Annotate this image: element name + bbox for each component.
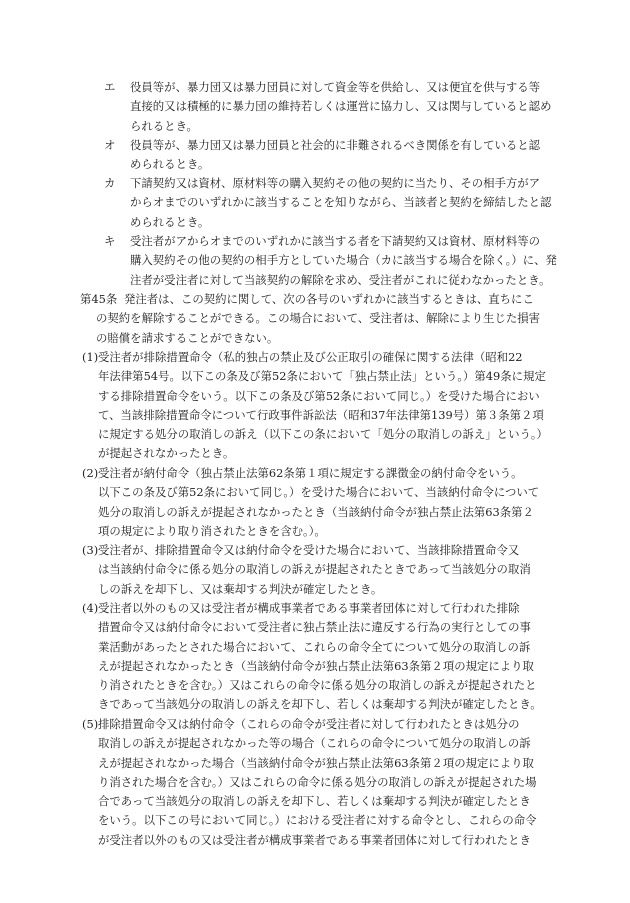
text-line: 業活動があったとされた場合において、これらの命令全てについて処分の取消しの訴	[98, 639, 531, 654]
text-line: は当該納付命令に係る処分の取消しの訴えが提起されたときであって当該処分の取消	[98, 562, 531, 577]
article-number: 第45条	[80, 292, 118, 306]
item-4	[0, 599, 542, 715]
text-line: て、当該排除措置命令について行政事件訴訟法（昭和37年法律第139号）第３条第２項	[98, 407, 544, 422]
item-1	[0, 348, 548, 464]
text-line: 年法律第54号。以下この条及び第52条において「独占禁止法」という。）第49条に規定	[98, 369, 546, 384]
text-line: 受注者が、排除措置命令又は納付命令を受けた場合において、当該排除措置命令又	[98, 543, 520, 557]
text-line: の契約を解除することができる。この場合において、受注者は、解除により生じた損害	[96, 311, 541, 326]
text-line: をいう。以下この号において同じ。）における受注者に対する命令とし、これらの命令	[98, 813, 537, 828]
text-line: が提起されなかったとき。	[98, 446, 235, 461]
text-line: 購入契約その他の契約の相手方としていた場合（カに該当する場合を除く。）に、発	[130, 253, 557, 268]
text-line: り消された場合を含む。）又はこれらの命令に係る処分の取消しの訴えが提起された場	[98, 774, 537, 789]
item-number: (5)	[82, 717, 99, 731]
item-number: (3)	[82, 543, 99, 557]
text-line: 措置命令又は納付命令において受注者に独占禁止法に違反する行為の実行としての事	[98, 620, 531, 635]
text-line: り消されたときを含む。）又はこれらの命令に係る処分の取消しの訴えが提起されたと	[98, 678, 537, 693]
text-line: 受注者が納付命令（独占禁止法第62条第１項に規定する課徴金の納付命令をいう。	[98, 466, 523, 480]
text-line: 合であって当該処分の取消しの訴えを却下し、若しくは棄却する判決が確定したとき	[98, 794, 531, 809]
text-line: められるとき。	[130, 157, 210, 172]
paragraph-e	[0, 78, 551, 136]
text-line: 受注者がアからオまでのいずれかに該当する者を下請契約又は資材、原材料等の	[130, 234, 541, 248]
text-line: 処分の取消しの訴えが提起されなかったとき（当該納付命令が独占禁止法第63条第２	[98, 504, 534, 519]
text-line: 以下この条及び第52条において同じ。）を受けた場合において、当該納付命令について	[98, 485, 540, 500]
text-line: 受注者以外のもの又は受注者が構成事業者である事業者団体に対して行われた排除	[98, 601, 520, 615]
text-line: 役員等が、暴力団又は暴力団員に対して資金等を供給し、又は便宜を供与する等	[130, 80, 541, 94]
text-line: 注者が受注者に対して当該契約の解除を求め、受注者がこれに従わなかったとき。	[130, 272, 551, 287]
item-number: (4)	[82, 601, 99, 615]
paragraph-marker: オ	[104, 138, 116, 152]
text-line: する排除措置命令をいう。以下この条及び第52条において同じ。）を受けた場合におい	[98, 388, 540, 403]
text-line: 直接的又は積極的に暴力団の維持若しくは運営に協力し、又は関与していると認め	[130, 99, 552, 114]
paragraph-ki	[0, 232, 557, 290]
paragraph-marker: エ	[104, 80, 116, 94]
text-line: 発注者は、この契約に関して、次の各号のいずれかに該当するときは、直ちにこ	[124, 292, 534, 306]
paragraph-marker: カ	[104, 176, 116, 190]
paragraph-ka	[0, 174, 551, 232]
item-5	[0, 715, 537, 850]
item-3	[0, 541, 531, 599]
text-line: 取消しの訴えが提起されなかった等の場合（これらの命令について処分の取消しの訴	[98, 736, 531, 751]
text-line: えが提起されなかったとき（当該納付命令が独占禁止法第63条第２項の規定により取	[98, 658, 534, 673]
paragraph-marker: キ	[104, 234, 116, 248]
text-line: しの訴えを却下し、又は棄却する判決が確定したとき。	[98, 581, 383, 596]
text-line: 項の規定により取り消されたときを含む。）。	[98, 523, 326, 538]
text-line: られるとき。	[130, 118, 198, 133]
text-line: 受注者が排除措置命令（私的独占の禁止及び公正取引の確保に関する法律（昭和22	[98, 350, 523, 364]
text-line: が受注者以外のもの又は受注者が構成事業者である事業者団体に対して行われたとき	[98, 832, 531, 847]
text-line: 下請契約又は資材、原材料等の購入契約その他の契約に当たり、その相手方がア	[130, 176, 541, 190]
text-line: に規定する処分の取消しの訴え（以下この条において「処分の取消しの訴え」という。）	[98, 427, 548, 442]
text-line: 排除措置命令又は納付命令（これらの命令が受注者に対して行われたときは処分の	[98, 717, 520, 731]
item-2	[0, 464, 539, 541]
text-line: きであって当該処分の取消しの訴えを却下し、若しくは棄却する判決が確定したとき。	[98, 697, 542, 712]
text-line: からオまでのいずれかに該当することを知りながら、当該者と契約を締結したと認	[130, 195, 552, 210]
article-45	[0, 290, 540, 348]
paragraph-o	[0, 136, 540, 175]
item-number: (1)	[82, 350, 99, 364]
text-line: えが提起されなかった場合（当該納付命令が独占禁止法第63条第２項の規定により取	[98, 755, 534, 770]
text-line: められるとき。	[130, 214, 210, 229]
text-line: 役員等が、暴力団又は暴力団員と社会的に非難されるべき関係を有していると認	[130, 138, 541, 152]
text-line: の賠償を請求することができない。	[96, 330, 279, 345]
item-number: (2)	[82, 466, 99, 480]
